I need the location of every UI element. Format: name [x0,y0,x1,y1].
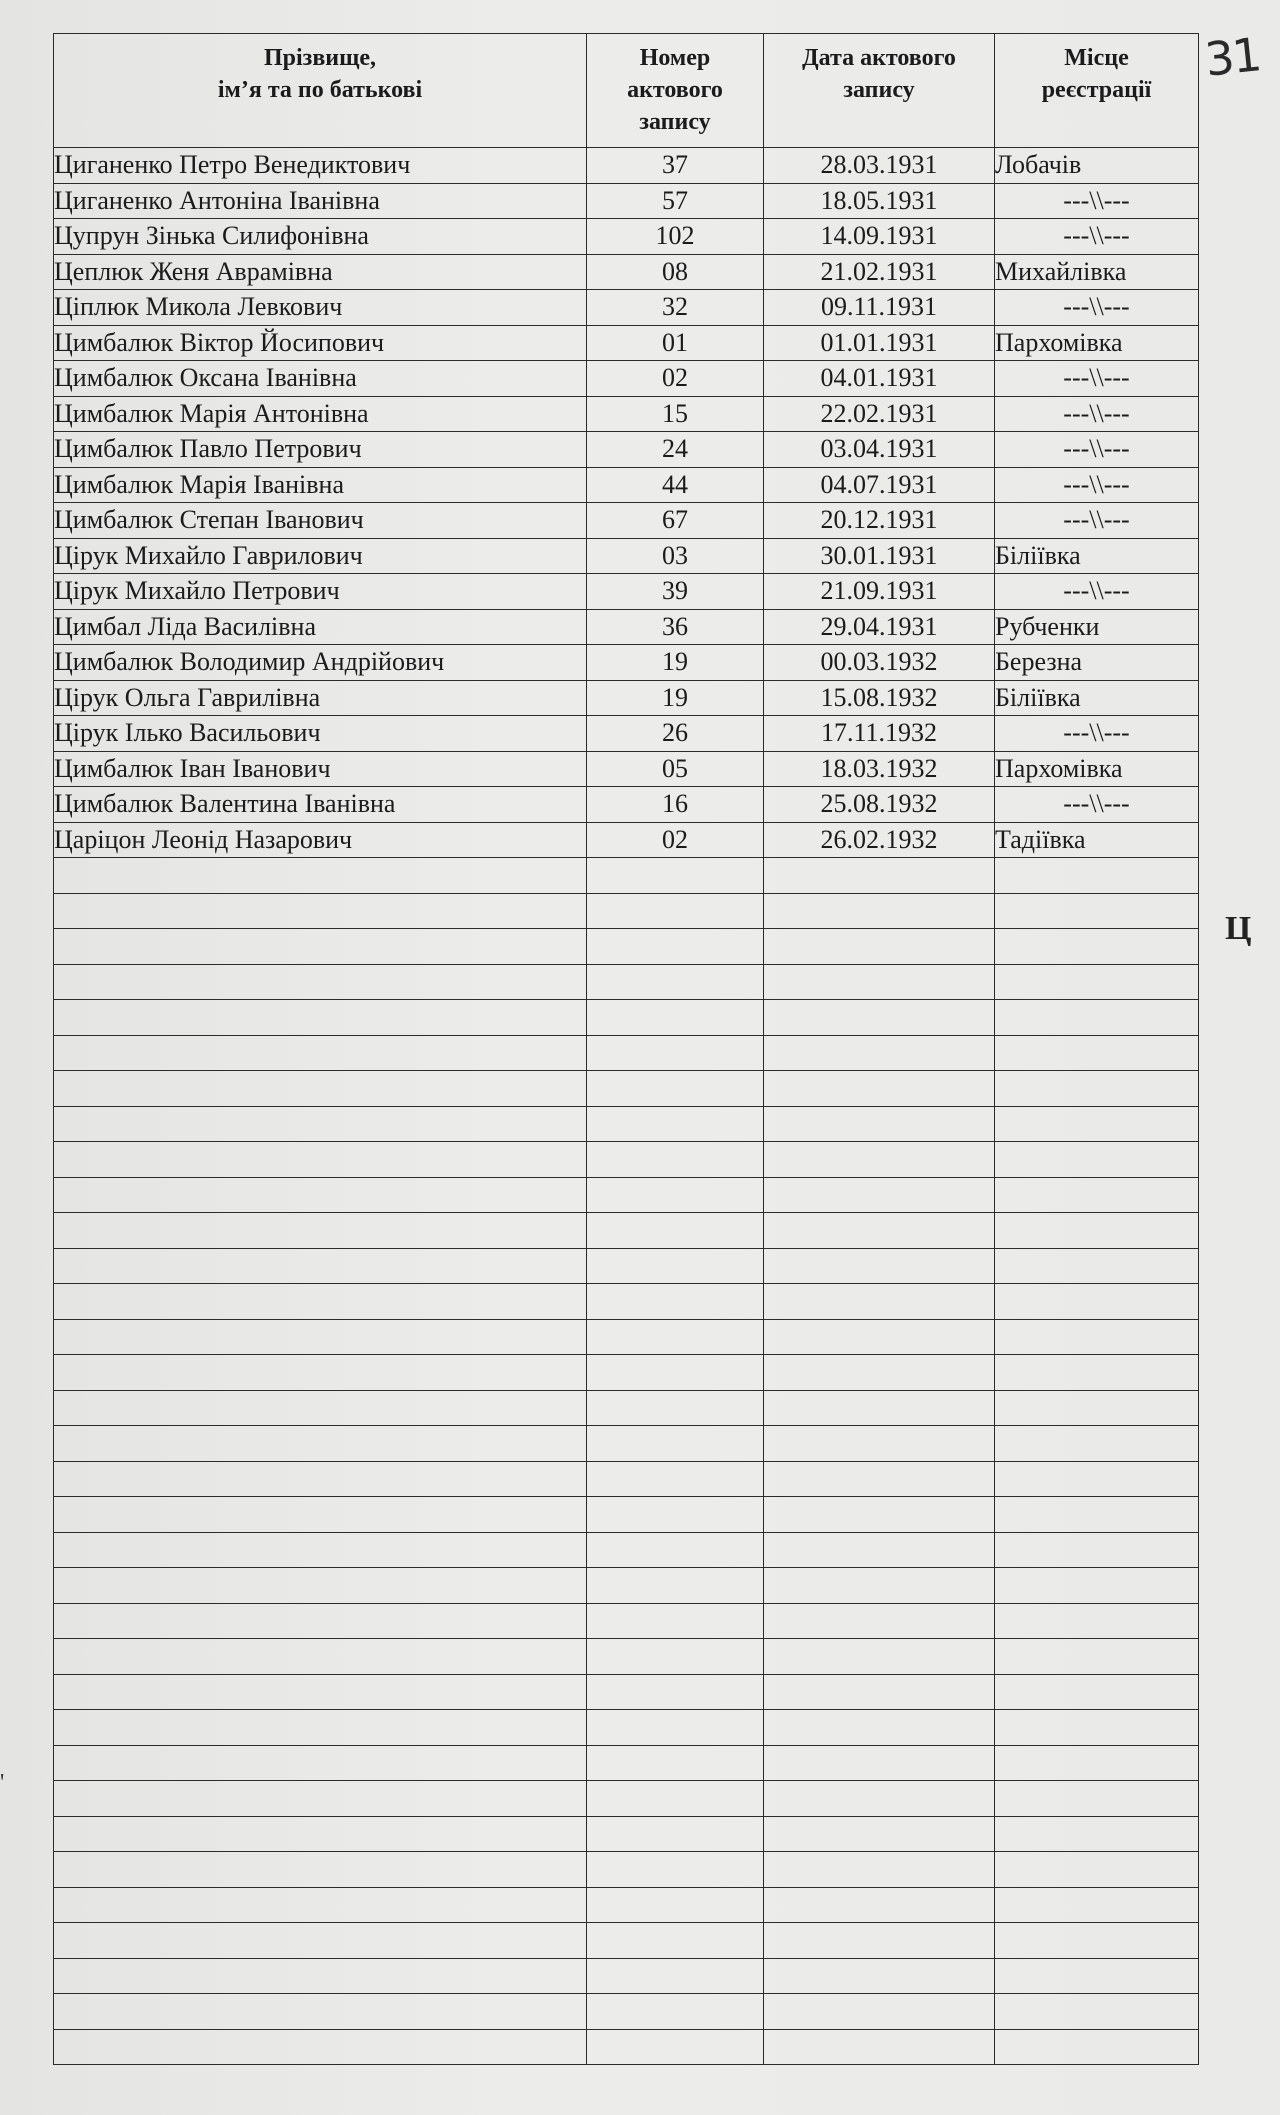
place-cell: Березна [995,645,1199,681]
place-cell: Біліївка [995,680,1199,716]
empty-cell [587,858,764,894]
empty-cell [54,1000,587,1036]
margin-letter: Ц [1225,910,1252,947]
empty-cell [587,1497,764,1533]
empty-cell [587,1532,764,1568]
name-cell: Цірук Ілько Васильович [54,716,587,752]
record-number-cell: 24 [587,432,764,468]
record-number-cell: 57 [587,183,764,219]
empty-cell [995,929,1199,965]
empty-cell [995,1532,1199,1568]
empty-cell [587,1603,764,1639]
empty-row [54,1177,1199,1213]
empty-cell [995,2029,1199,2065]
place-cell: ---\\--- [995,574,1199,610]
table-row [54,219,1199,255]
record-date-cell: 22.02.1931 [764,396,995,432]
empty-cell [587,1248,764,1284]
empty-cell [587,1923,764,1959]
place-cell: Пархомівка [995,751,1199,787]
empty-row [54,1035,1199,1071]
empty-row [54,1568,1199,1604]
empty-cell [764,1461,995,1497]
empty-cell [587,1390,764,1426]
empty-row [54,1355,1199,1391]
record-date-cell: 09.11.1931 [764,290,995,326]
record-number-cell: 01 [587,325,764,361]
place-cell: ---\\--- [995,183,1199,219]
empty-cell [995,1035,1199,1071]
record-date-cell: 04.01.1931 [764,361,995,397]
name-cell: Цірук Михайло Гаврилович [54,538,587,574]
empty-cell [764,1213,995,1249]
empty-cell [54,893,587,929]
record-date-cell: 00.03.1932 [764,645,995,681]
empty-row [54,1781,1199,1817]
empty-cell [587,1745,764,1781]
empty-cell [587,2029,764,2065]
empty-cell [995,858,1199,894]
empty-cell [54,1461,587,1497]
record-date-cell: 21.09.1931 [764,574,995,610]
empty-row [54,1426,1199,1462]
record-number-cell: 39 [587,574,764,610]
place-cell: Тадіївка [995,822,1199,858]
empty-row [54,1674,1199,1710]
empty-cell [54,1177,587,1213]
empty-cell [995,1284,1199,1320]
empty-cell [54,1745,587,1781]
empty-cell [995,1461,1199,1497]
empty-row [54,1816,1199,1852]
empty-cell [764,893,995,929]
empty-cell [587,1852,764,1888]
empty-row [54,1887,1199,1923]
table-row [54,290,1199,326]
empty-row [54,858,1199,894]
empty-cell [54,1994,587,2030]
empty-cell [995,893,1199,929]
table-body [54,148,1199,2065]
empty-cell [995,1106,1199,1142]
page-number: 31 [1202,27,1263,87]
empty-cell [54,1532,587,1568]
empty-row [54,1390,1199,1426]
empty-cell [587,1177,764,1213]
record-number-cell: 37 [587,148,764,184]
empty-cell [764,1994,995,2030]
record-date-cell: 29.04.1931 [764,609,995,645]
empty-cell [54,1568,587,1604]
empty-cell [587,1958,764,1994]
empty-row [54,893,1199,929]
empty-cell [764,1852,995,1888]
name-cell: Цимбал Ліда Василівна [54,609,587,645]
header-row [54,34,1199,148]
empty-cell [54,1106,587,1142]
table-row [54,254,1199,290]
empty-row [54,929,1199,965]
place-cell: ---\\--- [995,503,1199,539]
empty-cell [764,1603,995,1639]
record-number-cell: 02 [587,361,764,397]
header-record-date: Дата актового запису [764,34,995,148]
empty-cell [764,1390,995,1426]
empty-cell [764,1781,995,1817]
record-number-cell: 03 [587,538,764,574]
name-cell: Цимбалюк Марія Іванівна [54,467,587,503]
empty-cell [995,1923,1199,1959]
empty-row [54,1745,1199,1781]
empty-cell [54,1284,587,1320]
table-row [54,787,1199,823]
corner-mark: ' [0,1770,5,1796]
empty-row [54,1603,1199,1639]
empty-cell [764,858,995,894]
empty-cell [54,964,587,1000]
empty-row [54,1213,1199,1249]
empty-row [54,1497,1199,1533]
empty-row [54,1284,1199,1320]
empty-row [54,2029,1199,2065]
registry-table [53,33,1199,2065]
empty-cell [995,1710,1199,1746]
empty-cell [764,1248,995,1284]
name-cell: Цимбалюк Іван Іванович [54,751,587,787]
table-row [54,716,1199,752]
empty-cell [587,1035,764,1071]
empty-cell [995,1497,1199,1533]
place-cell: ---\\--- [995,219,1199,255]
empty-row [54,1710,1199,1746]
empty-cell [995,1390,1199,1426]
empty-cell [587,1639,764,1675]
empty-cell [54,1674,587,1710]
place-cell: ---\\--- [995,467,1199,503]
empty-cell [995,1781,1199,1817]
name-cell: Цимбалюк Оксана Іванівна [54,361,587,397]
empty-cell [764,1639,995,1675]
empty-cell [54,2029,587,2065]
empty-cell [587,1355,764,1391]
empty-row [54,1994,1199,2030]
empty-cell [764,964,995,1000]
empty-cell [54,1071,587,1107]
empty-cell [995,1674,1199,1710]
empty-cell [764,1923,995,1959]
empty-cell [995,1568,1199,1604]
empty-cell [764,1816,995,1852]
empty-cell [587,1887,764,1923]
place-cell: Рубченки [995,609,1199,645]
empty-cell [995,1142,1199,1178]
empty-cell [54,1603,587,1639]
empty-cell [995,1816,1199,1852]
empty-row [54,1532,1199,1568]
empty-cell [995,1958,1199,1994]
empty-cell [54,1248,587,1284]
empty-cell [587,1319,764,1355]
empty-cell [764,1532,995,1568]
empty-cell [764,1284,995,1320]
empty-cell [764,1745,995,1781]
table-row [54,574,1199,610]
empty-cell [54,1710,587,1746]
empty-row [54,1319,1199,1355]
table-row [54,503,1199,539]
place-cell: ---\\--- [995,396,1199,432]
empty-cell [587,1142,764,1178]
name-cell: Царіцон Леонід Назарович [54,822,587,858]
empty-cell [54,1319,587,1355]
empty-cell [54,1781,587,1817]
table-row [54,822,1199,858]
name-cell: Цимбалюк Володимир Андрійович [54,645,587,681]
record-number-cell: 32 [587,290,764,326]
empty-cell [54,929,587,965]
empty-row [54,1248,1199,1284]
empty-cell [54,1426,587,1462]
empty-cell [587,893,764,929]
empty-cell [587,1994,764,2030]
empty-cell [587,1071,764,1107]
empty-cell [764,1035,995,1071]
record-date-cell: 26.02.1932 [764,822,995,858]
empty-cell [587,1781,764,1817]
place-cell: ---\\--- [995,361,1199,397]
record-number-cell: 67 [587,503,764,539]
name-cell: Цимбалюк Віктор Йосипович [54,325,587,361]
name-cell: Цимбалюк Валентина Іванівна [54,787,587,823]
table-row [54,645,1199,681]
record-date-cell: 25.08.1932 [764,787,995,823]
table-row [54,751,1199,787]
empty-cell [764,1000,995,1036]
empty-cell [587,1000,764,1036]
empty-cell [587,1213,764,1249]
empty-cell [995,1745,1199,1781]
empty-cell [995,1071,1199,1107]
record-number-cell: 19 [587,645,764,681]
empty-cell [995,1994,1199,2030]
empty-cell [764,1319,995,1355]
name-cell: Цимбалюк Степан Іванович [54,503,587,539]
empty-cell [995,1426,1199,1462]
empty-cell [995,964,1199,1000]
empty-row [54,964,1199,1000]
empty-cell [587,1568,764,1604]
empty-cell [995,1213,1199,1249]
empty-cell [995,1319,1199,1355]
record-date-cell: 21.02.1931 [764,254,995,290]
record-date-cell: 20.12.1931 [764,503,995,539]
record-number-cell: 15 [587,396,764,432]
record-number-cell: 44 [587,467,764,503]
record-number-cell: 05 [587,751,764,787]
record-number-cell: 36 [587,609,764,645]
empty-cell [54,858,587,894]
record-number-cell: 102 [587,219,764,255]
place-cell: Лобачів [995,148,1199,184]
record-date-cell: 04.07.1931 [764,467,995,503]
record-number-cell: 08 [587,254,764,290]
record-date-cell: 30.01.1931 [764,538,995,574]
empty-row [54,1000,1199,1036]
empty-cell [764,1497,995,1533]
empty-row [54,1923,1199,1959]
empty-cell [587,1461,764,1497]
table-row [54,609,1199,645]
empty-cell [54,1887,587,1923]
empty-cell [587,1674,764,1710]
empty-cell [54,1958,587,1994]
empty-cell [587,1710,764,1746]
empty-cell [764,1958,995,1994]
empty-row [54,1852,1199,1888]
empty-cell [54,1639,587,1675]
empty-cell [995,1248,1199,1284]
empty-cell [764,929,995,965]
record-date-cell: 01.01.1931 [764,325,995,361]
empty-cell [54,1213,587,1249]
empty-cell [764,1177,995,1213]
place-cell: ---\\--- [995,787,1199,823]
record-date-cell: 03.04.1931 [764,432,995,468]
empty-cell [995,1887,1199,1923]
table-row [54,432,1199,468]
empty-cell [587,1816,764,1852]
empty-row [54,1461,1199,1497]
table-row [54,680,1199,716]
record-date-cell: 18.05.1931 [764,183,995,219]
place-cell: Михайлівка [995,254,1199,290]
table-row [54,148,1199,184]
place-cell: ---\\--- [995,290,1199,326]
table-row [54,396,1199,432]
empty-cell [764,1071,995,1107]
empty-cell [764,1106,995,1142]
empty-row [54,1639,1199,1675]
empty-cell [54,1923,587,1959]
record-date-cell: 17.11.1932 [764,716,995,752]
record-number-cell: 16 [587,787,764,823]
empty-cell [764,1426,995,1462]
empty-cell [54,1497,587,1533]
empty-cell [587,1106,764,1142]
header-record-number: Номер актового запису [587,34,764,148]
table-row [54,183,1199,219]
empty-cell [764,1887,995,1923]
empty-cell [995,1603,1199,1639]
empty-cell [764,1710,995,1746]
empty-cell [995,1355,1199,1391]
record-date-cell: 28.03.1931 [764,148,995,184]
empty-cell [764,1355,995,1391]
empty-cell [587,1284,764,1320]
empty-cell [54,1035,587,1071]
empty-row [54,1958,1199,1994]
empty-row [54,1142,1199,1178]
record-date-cell: 18.03.1932 [764,751,995,787]
header-name: Прізвище, ім’я та по батькові [54,34,587,148]
name-cell: Цимбалюк Павло Петрович [54,432,587,468]
empty-cell [995,1000,1199,1036]
table-row [54,467,1199,503]
empty-cell [995,1852,1199,1888]
empty-cell [764,1568,995,1604]
table-row [54,325,1199,361]
empty-cell [54,1355,587,1391]
empty-row [54,1106,1199,1142]
name-cell: Цупрун Зінька Силифонівна [54,219,587,255]
place-cell: ---\\--- [995,716,1199,752]
name-cell: Ціплюк Микола Левкович [54,290,587,326]
empty-cell [54,1816,587,1852]
table-row [54,361,1199,397]
name-cell: Циганенко Антоніна Іванівна [54,183,587,219]
place-cell: ---\\--- [995,432,1199,468]
empty-cell [764,2029,995,2065]
record-number-cell: 02 [587,822,764,858]
name-cell: Цірук Михайло Петрович [54,574,587,610]
empty-cell [587,1426,764,1462]
name-cell: Цірук Ольга Гаврилівна [54,680,587,716]
name-cell: Цеплюк Женя Аврамівна [54,254,587,290]
place-cell: Пархомівка [995,325,1199,361]
empty-cell [587,929,764,965]
empty-row [54,1071,1199,1107]
header-place: Місце реєстрації [995,34,1199,148]
record-date-cell: 14.09.1931 [764,219,995,255]
empty-cell [54,1852,587,1888]
place-cell: Біліївка [995,538,1199,574]
empty-cell [54,1390,587,1426]
record-number-cell: 26 [587,716,764,752]
empty-cell [764,1142,995,1178]
table-row [54,538,1199,574]
name-cell: Циганенко Петро Венедиктович [54,148,587,184]
empty-cell [54,1142,587,1178]
name-cell: Цимбалюк Марія Антонівна [54,396,587,432]
empty-cell [587,964,764,1000]
empty-cell [995,1177,1199,1213]
record-date-cell: 15.08.1932 [764,680,995,716]
record-number-cell: 19 [587,680,764,716]
empty-cell [764,1674,995,1710]
empty-cell [995,1639,1199,1675]
